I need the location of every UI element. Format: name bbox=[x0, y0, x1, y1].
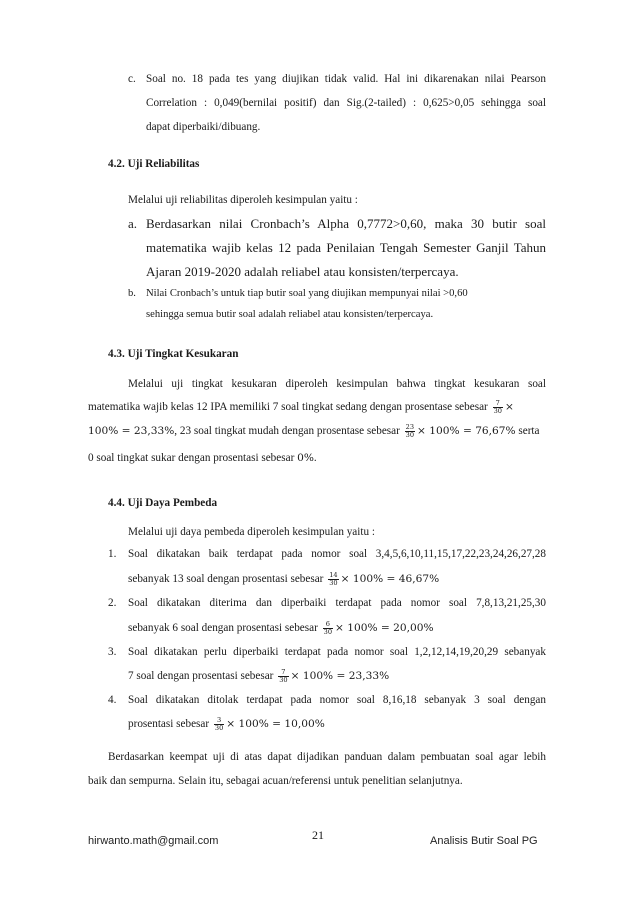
daya-item-4-line-2: prosentasi sebesar $\frac{3}{30}$ × 100% = 10,00% bbox=[128, 716, 325, 732]
kesukaran-line-2 bbox=[88, 400, 514, 415]
formula-mudah: × 100% = 76,67% bbox=[417, 425, 516, 438]
kesukaran-line-4-text: 0 soal tingkat sukar dengan prosentasi sebesar bbox=[88, 452, 295, 464]
reliabilitas-a-marker: a. bbox=[128, 216, 138, 231]
kesukaran-line-4: 0 soal tingkat sukar dengan prosentasi sebesar 0%. bbox=[88, 452, 317, 464]
daya-item-4-line-1: Soal dikatakan ditolak terdapat pada nomor soal 8,16,18 sebanyak 3 soal dengan bbox=[128, 694, 546, 706]
closing-line-2: baik dan sempurna. Selain itu, sebagai acuan/referensi untuk penelitian selanjutnya. bbox=[88, 775, 463, 787]
formula-diterima: × 100% = 20,00% bbox=[335, 622, 434, 635]
reliabilitas-b-line-2: sehingga semua butir soal adalah reliabel atau konsisten/terpercaya. bbox=[146, 309, 434, 320]
reliabilitas-b-marker: b. bbox=[128, 288, 136, 299]
item-c-line-2: Correlation : 0,049(bernilai positif) dan Sig.(2-tailed) : 0,625>0,05 sehingga soal bbox=[146, 97, 546, 109]
daya-item-3-line-2: 7 soal dengan prosentasi sebesar $\frac{7}{30}$ × 100% = 23,33% bbox=[128, 668, 390, 684]
formula-baik: × 100% = 46,67% bbox=[340, 573, 440, 586]
formula-sedang: 100% = 23,33% bbox=[88, 425, 175, 438]
daya-item-3-marker: 3. bbox=[108, 646, 117, 658]
item-c-line-1: Soal no. 18 pada tes yang diujikan tidak valid. Hal ini dikarenakan nilai Pearson bbox=[146, 73, 546, 85]
daya-item-1-marker: 1. bbox=[108, 548, 117, 560]
daya-item-4-marker: 4. bbox=[108, 694, 117, 706]
item-c-line-3: dapat diperbaiki/dibuang. bbox=[146, 121, 261, 133]
reliabilitas-intro: Melalui uji reliabilitas diperoleh kesimpulan yaitu : bbox=[128, 194, 358, 206]
closing-line-1: Berdasarkan keempat uji di atas dapat dijadikan panduan dalam pembuatan soal agar lebih bbox=[108, 751, 546, 763]
formula-perlu-diperbaiki: × 100% = 23,33% bbox=[290, 670, 390, 683]
kesukaran-line-3 bbox=[88, 424, 540, 439]
daya-item-2-marker: 2. bbox=[108, 597, 117, 609]
times-sign: × bbox=[504, 401, 514, 414]
kesukaran-line-3-text: , 23 soal tingkat mudah dengan prosentase sebesar bbox=[174, 425, 400, 438]
reliabilitas-b-line-1: Nilai Cronbach’s untuk tiap butir soal yang diujikan mempunyai nilai >0,60 bbox=[146, 288, 468, 299]
fraction-7-30: $\frac{7}{30}$ bbox=[493, 399, 502, 415]
daya-item-2-line-2: sebanyak 6 soal dengan prosentasi sebesar $\frac{6}{30}$ × 100% = 20,00% bbox=[128, 620, 434, 636]
kesukaran-line-2-text: matematika wajib kelas 12 IPA memiliki 7 soal tingkat sedang dengan prosentase sebesar bbox=[88, 401, 488, 414]
fraction-6-30: $\frac{6}{30}$ bbox=[323, 620, 333, 636]
fraction-3-30: $\frac{3}{30}$ bbox=[214, 716, 224, 732]
footer-doc-title: Analisis Butir Soal PG bbox=[430, 835, 538, 847]
kesukaran-line-3-end: serta bbox=[518, 425, 540, 438]
reliabilitas-a-line-1: Berdasarkan nilai Cronbach’s Alpha 0,7772>0,60, maka 30 butir soal bbox=[146, 216, 546, 231]
daya-item-3-line-1: Soal dikatakan perlu diperbaiki terdapat pada nomor soal 1,2,12,14,19,20,29 sebanyak bbox=[128, 646, 546, 658]
formula-sukar: 0% bbox=[297, 452, 314, 464]
page-number: 21 bbox=[312, 828, 324, 842]
reliabilitas-a-line-3: Ajaran 2019-2020 adalah reliabel atau konsisten/terpercaya. bbox=[146, 264, 459, 279]
daya-pembeda-intro: Melalui uji daya pembeda diperoleh kesimpulan yaitu : bbox=[128, 526, 375, 538]
formula-ditolak: × 100% = 10,00% bbox=[226, 718, 325, 731]
daya-item-2-line-1: Soal dikatakan diterima dan diperbaiki terdapat pada nomor soal 7,8,13,21,25,30 bbox=[128, 597, 546, 609]
section-heading-daya-pembeda: 4.4. Uji Daya Pembeda bbox=[108, 497, 218, 509]
daya-item-1-line-2: sebanyak 13 soal dengan prosentasi sebesar $\frac{14}{30}$ × 100% = 46,67% bbox=[128, 571, 440, 587]
item-c-marker: c. bbox=[128, 73, 136, 85]
reliabilitas-a-line-2: matematika wajib kelas 12 pada Penilaian Tengah Semester Ganjil Tahun bbox=[146, 240, 546, 255]
kesukaran-line-1: Melalui uji tingkat kesukaran diperoleh kesimpulan bahwa tingkat kesukaran soal bbox=[128, 378, 546, 390]
fraction-23-30: $\frac{23}{30}$ bbox=[405, 423, 415, 439]
section-heading-tingkat-kesukaran: 4.3. Uji Tingkat Kesukaran bbox=[108, 348, 239, 360]
daya-item-1-line-1: Soal dikatakan baik terdapat pada nomor soal 3,4,5,6,10,11,15,17,22,23,24,26,27,28 bbox=[128, 548, 546, 560]
section-heading-reliabilitas: 4.2. Uji Reliabilitas bbox=[108, 158, 200, 170]
footer-email: hirwanto.math@gmail.com bbox=[88, 835, 219, 847]
fraction-7-30-b: $\frac{7}{30}$ bbox=[279, 668, 288, 684]
fraction-14-30: $\frac{14}{30}$ bbox=[329, 571, 338, 587]
